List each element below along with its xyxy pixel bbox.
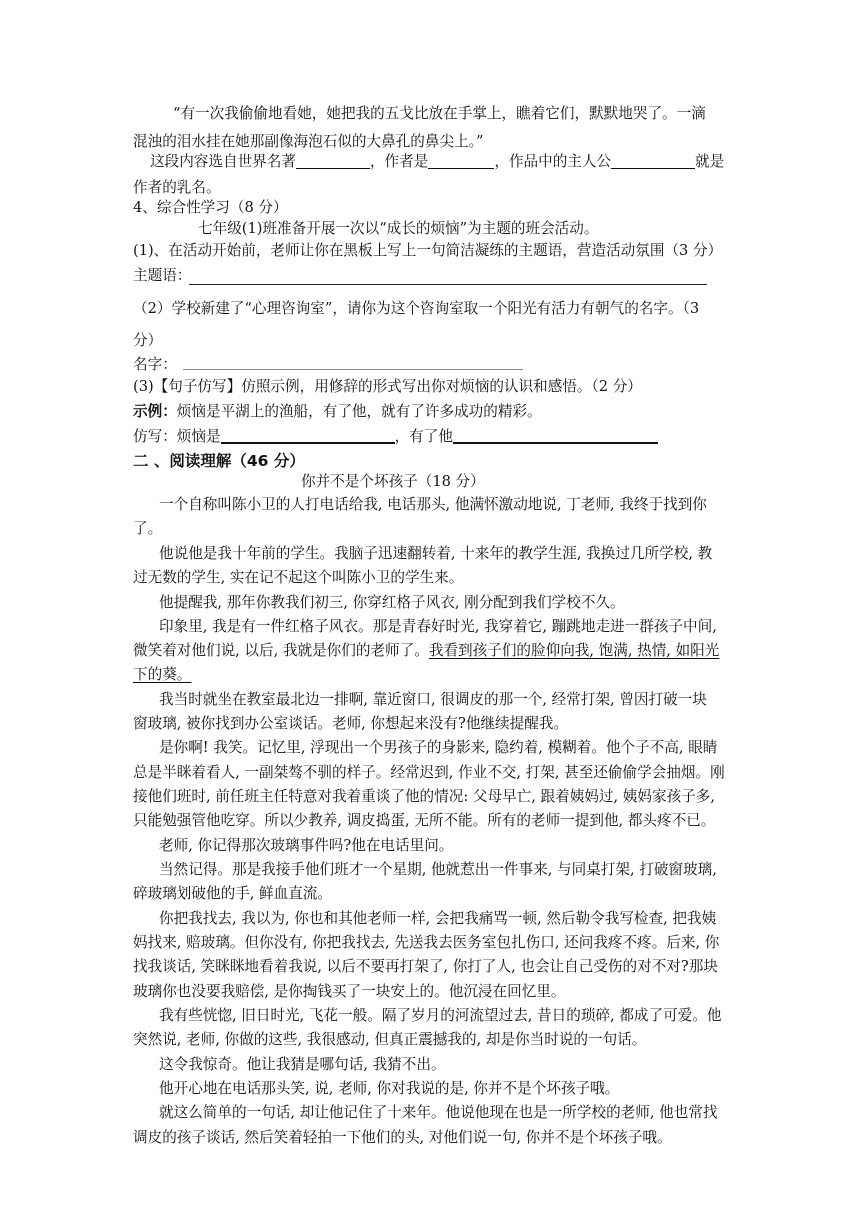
question-3-line: 作者的乳名。 xyxy=(133,179,221,196)
article-line: 是你啊! 我笑。记忆里, 浮现出一个男孩子的身影来, 隐约着, 模糊着。他个子不高, 眼睛 xyxy=(159,739,718,756)
article-line: 印象里, 我是有一件红格子风衣。那是青春好时光, 我穿着它, 蹦跳地走进一群孩子中间, xyxy=(159,618,717,635)
article-title: 你并不是个坏孩子（18 分） xyxy=(301,473,485,490)
underlined-sentence: 下的葵。 xyxy=(133,666,192,683)
question-3-text: 就是 xyxy=(695,153,725,170)
sub-question-2: 分） xyxy=(133,332,163,349)
article-line: 只能勉强管他吃穿。所以少教养, 调皮捣蛋, 无所不能。所有的老师一提到他, 都头疼不已。 xyxy=(133,812,716,829)
answer-blank-protagonist[interactable] xyxy=(611,153,695,169)
imitate-line xyxy=(133,427,658,447)
passage-line: “有一次我偷偷地看她，她把我的五戈比放在手掌上，瞧着它们，默默地哭了。一滴 xyxy=(173,105,706,122)
article-line: 一个自称叫陈小卫的人打电话给我, 电话那头, 他满怀激动地说, 丁老师, 我终于找到你 xyxy=(159,496,707,513)
example-text: 烦恼是平湖上的渔船，有了他，就有了许多成功的精彩。 xyxy=(176,403,542,420)
article-line: 过无数的学生, 实在记不起这个叫陈小卫的学生来。 xyxy=(133,569,464,586)
article-line: 他说他是我十年前的学生。我脑子迅速翻转着, 十来年的教学生涯, 我换过几所学校, 教 xyxy=(159,545,713,562)
answer-blank-author[interactable] xyxy=(428,153,494,169)
question-3-text: 这段内容选自世界名著 xyxy=(150,153,296,170)
question-4-intro: 七年级(1)班准备开展一次以“成长的烦恼”为主题的班会活动。 xyxy=(198,220,599,237)
article-line: 接他们班时, 前任班主任特意对我着重谈了他的情况: 父母早亡, 跟着姨妈过, 姨妈家孩子多, xyxy=(133,788,716,805)
article-line: 了。 xyxy=(133,520,163,537)
passage-line: 混浊的泪水挂在她那副像海泡石似的大鼻孔的鼻尖上。” xyxy=(133,133,484,150)
article-line: 总是半眯着看人, 一副桀骜不驯的样子。经常迟到, 作业不交, 打架, 甚至还偷偷学会抽烟。刚 xyxy=(133,764,725,781)
theme-label: 主题语： xyxy=(133,267,192,284)
question-3-text: ，作者是 xyxy=(369,153,429,170)
name-label: 名字： xyxy=(133,356,177,373)
article-line: 我当时就坐在教室最北边一排啊, 靠近窗口, 很调皮的那一个, 经常打架, 曾因打破一块 xyxy=(159,691,707,708)
article-line: 找我谈话, 笑眯眯地看着我说, 以后不要再打架了, 你打了人, 也会让自己受伤的对不对?那块 xyxy=(133,958,718,975)
article-line: 妈找来, 赔玻璃。但你没有, 你把我找去, 先送我去医务室包扎伤口, 还问我疼不疼。后来, 你 xyxy=(133,934,720,951)
article-line: 我有些恍惚, 旧日时光, 飞花一般。隔了岁月的河流望过去, 昔日的琐碎, 都成了可爱。他 xyxy=(159,1007,722,1024)
name-answer-line[interactable] xyxy=(183,369,523,370)
sub-question-2: （2）学校新建了“心理咨询室”，请你为这个咨询室取一个阳光有活力有朝气的名字。（3 xyxy=(133,300,700,317)
example-line xyxy=(133,402,542,422)
article-line: 老师, 你记得那次玻璃事件吗?他在电话里问。 xyxy=(159,837,454,854)
article-text: 微笑着对他们说, 以后, 我就是你们的老师了。 xyxy=(133,642,429,659)
article-line: 他开心地在电话那头笑, 说, 老师, 你对我说的是, 你并不是个坏孩子哦。 xyxy=(159,1080,620,1097)
article-line: 调皮的孩子谈话, 然后笑着轻拍一下他们的头, 对他们说一句, 你并不是个坏孩子哦。 xyxy=(133,1129,672,1146)
example-label: 示例： xyxy=(133,403,177,420)
question-3-line xyxy=(150,152,724,172)
article-line: 碎玻璃划破他的手, 鲜血直流。 xyxy=(133,885,332,902)
section-heading: 二 、阅读理解（46 分） xyxy=(133,452,305,470)
article-line: 就这么简单的一句话, 却让他记住了十来年。他说他现在也是一所学校的老师, 他也常找 xyxy=(159,1104,718,1121)
question-4-heading: 4、综合性学习（8 分） xyxy=(133,199,288,216)
article-line xyxy=(133,641,719,661)
question-3-text: ，作品中的主人公 xyxy=(494,153,612,170)
underlined-sentence: 我看到孩子们的脸仰向我, 饱满, 热情, 如阳光 xyxy=(428,642,720,659)
imitate-blank-1[interactable] xyxy=(221,427,395,444)
theme-answer-line[interactable] xyxy=(189,284,707,285)
article-line: 这令我惊奇。他让我猜是哪句话, 我猜不出。 xyxy=(159,1056,446,1073)
article-line: 你把我找去, 我以为, 你也和其他老师一样, 会把我痛骂一顿, 然后勒令我写检查, 把我姨 xyxy=(159,910,717,927)
answer-blank-book[interactable] xyxy=(296,153,370,169)
imitate-blank-2[interactable] xyxy=(453,427,658,444)
article-line: 玻璃你也没要我赔偿, 是你掏钱买了一块安上的。他沉浸在回忆里。 xyxy=(133,983,566,1000)
article-line: 突然说, 老师, 你做的这些, 我很感动, 但真正震撼我的, 却是你当时说的一句话。 xyxy=(133,1031,647,1048)
article-line: 他提醒我, 那年你教我们初三, 你穿红格子风衣, 刚分配到我们学校不久。 xyxy=(159,594,625,611)
imitate-text: ，有了他 xyxy=(394,428,453,445)
article-line: 窗玻璃, 被你找到办公室谈话。老师, 你想起来没有?他继续提醒我。 xyxy=(133,715,569,732)
sub-question-3: (3)【句子仿写】仿照示例，用修辞的形式写出你对烦恼的认识和感悟。（2 分） xyxy=(133,378,642,395)
imitate-text: 仿写：烦恼是 xyxy=(133,428,221,445)
sub-question-1: (1)、在活动开始前，老师让你在黑板上写上一句简洁凝练的主题语，营造活动氛围（3 分） xyxy=(133,242,723,259)
article-line: 当然记得。那是我接手他们班才一个星期, 他就惹出一件事来, 与同桌打架, 打破窗玻璃, xyxy=(159,861,717,878)
